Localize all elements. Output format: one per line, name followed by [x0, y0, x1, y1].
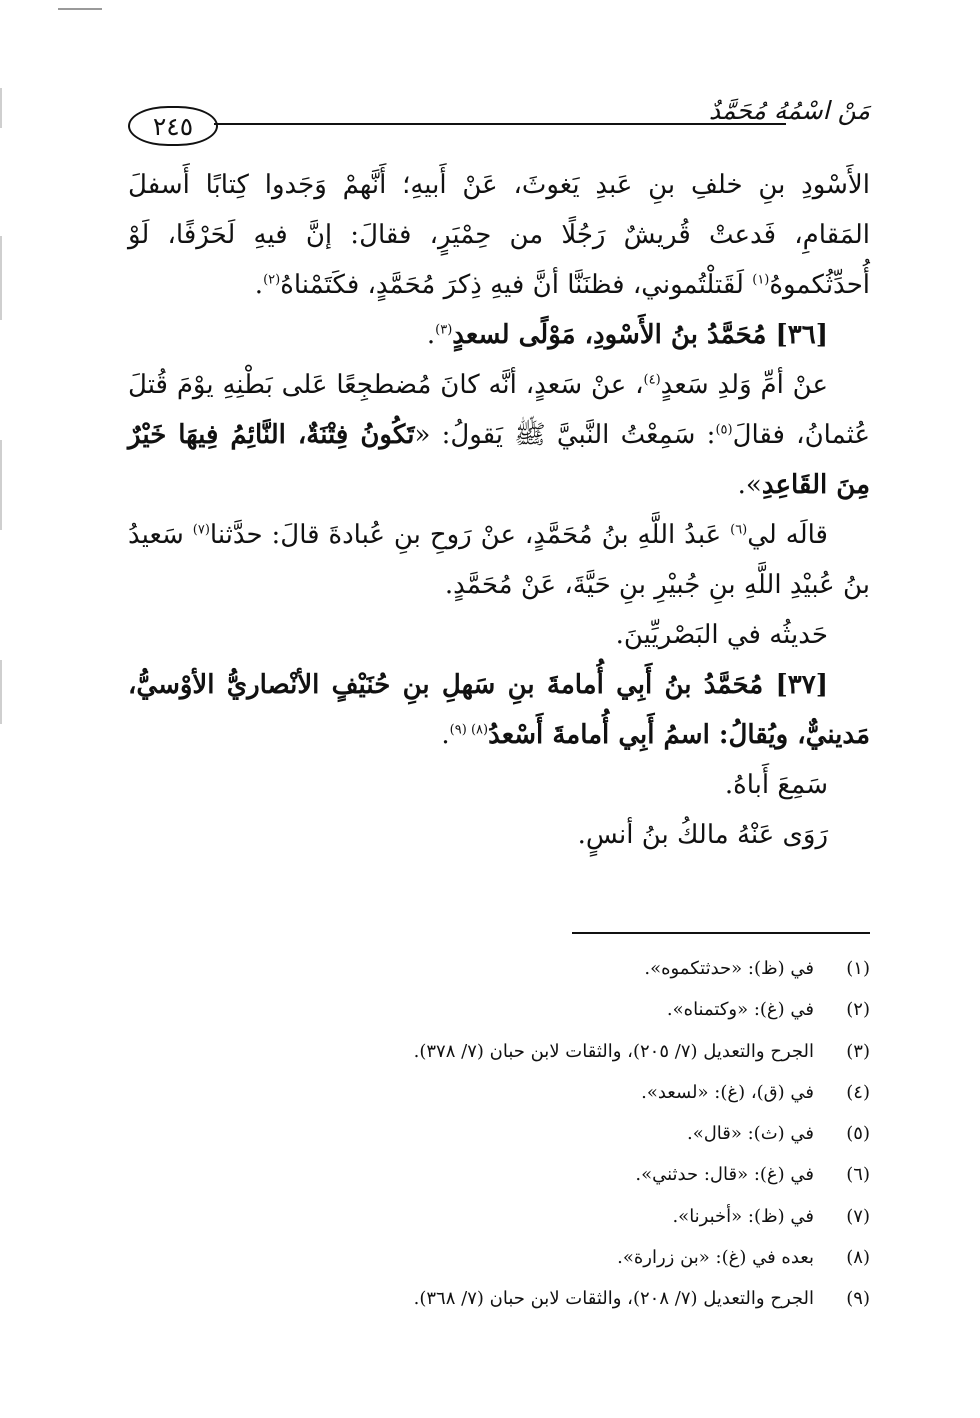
footnote-ref: (٢)	[263, 272, 281, 288]
footnote-ref: (٥)	[715, 422, 733, 438]
footnote: (٥) في (ث): «قال».	[686, 1123, 870, 1145]
scan-edge-mark	[0, 660, 2, 724]
scan-edge-mark	[0, 440, 2, 530]
entry-heading: [٣٦] مُحَمَّدُ بنُ الأَسْودِ، مَوْلًى لسعدٍ$^{(٣)}$.	[426, 320, 828, 350]
header-rule	[214, 123, 786, 125]
paragraph: عنْ أمِّ وَلدِ سَعدٍ$^{(٤)}$، عنْ سَعدٍ، أنَّه كانَ مُضطجِعًا عَلى بَطْنِهِ يوْمَ قُتلَ عُثمانُ، فقالَ$^{(٥)}$: سَمِعْتُ النَّبيَّ ﷺ يَقولُ: «تَكُونُ فِتْنَةٌ، النَّائِمُ فِيهَا خَيْرٌ مِنَ القَاعِدِ».	[128, 370, 870, 500]
page-number: ٢٤٥	[128, 106, 218, 146]
footnote: (٩) الجرح والتعديل (٧/ ٢٠٨)، والثقات لابن حبان (٧/ ٣٦٨).	[413, 1288, 870, 1310]
entry-heading: [٣٧] مُحَمَّدُ بنُ أَبِي أُمامةَ بنِ سَهلِ بنِ حُنَيْفٍ الأنْصاريُّ الأوْسيُّ، مَدينيٌّ، ويُقالُ: اسمُ أَبِي أُمامةَ أَسْعدُ$^{(٨) (٩)}$.	[128, 670, 870, 750]
scan-edge-mark	[0, 88, 2, 128]
paragraph: سَمِعَ أَباهُ.	[724, 770, 828, 800]
footnote-ref: (٨) (٩)	[449, 722, 489, 738]
footnote: (٤) في (ق)، (غ): «لسعد».	[641, 1081, 870, 1103]
footnote-ref: (٧)	[192, 522, 210, 538]
footnote: (١) في (ظ): «حدثتكموه».	[644, 958, 870, 979]
footnotes	[128, 948, 870, 1320]
footnote: (٣) الجرح والتعديل (٧/ ٢٠٥)، والثقات لابن حبان (٧/ ٣٧٨).	[413, 1040, 870, 1062]
footnote: (٦) في (غ): «قال: حدثني».	[635, 1164, 870, 1186]
paragraph: حَديثُه في البَصْريِّينَ.	[615, 620, 828, 650]
footnote: (٨) بعده في (غ): «بن زرارة».	[617, 1247, 870, 1269]
main-text	[128, 160, 870, 860]
scan-mark	[58, 8, 102, 10]
page-header	[128, 96, 870, 154]
running-title: مَنْ اسْمُهُ مُحَمَّدٌ	[708, 96, 870, 125]
footnote: (٢) في (غ): «وكتمناه».	[666, 999, 870, 1021]
footnote-ref: (٦)	[730, 522, 748, 538]
paragraph: قالَه لي$^{(٦)}$ عَبدُ اللَّهِ بنُ مُحَمَّدٍ، عنْ رَوحِ بنِ عُبادةَ قالَ: حدَّثنا$^{(٧)}$ سَعيدُ بنُ عُبيْدِ اللَّهِ بنِ جُبيْرِ بنِ حَيَّةَ، عَنْ مُحَمَّدٍ.	[128, 520, 870, 600]
footnote-rule	[572, 932, 870, 934]
scan-edge-mark	[0, 236, 2, 320]
footnote-ref: (٤)	[643, 372, 661, 388]
footnote-ref: (٣)	[435, 322, 453, 338]
paragraph: الأَسْودِ بنِ خلفِ بنِ عَبدِ يَغوثَ، عَنْ أَبيهِ؛ أَنَّهمْ وَجَدوا كِتابًا أَسفلَ المَقامِ، فَدعتْ قُريشٌ رَجُلًا من حِمْيَرٍ، فقالَ: إنَّ فيهِ لَحَرْفًا، لَوْ أُحدِّثُكموهُ$^{(١)}$ لَقَتلْتُموني، فظنَنَّا أنَّ فيهِ ذِكرَ مُحَمَّدٍ، فكَتَمْناهُ$^{(٢)}$.	[128, 170, 871, 300]
hadith-quote: تَكُونُ فِتْنَةٌ، النَّائِمُ فِيهَا خَيْرٌ مِنَ القَاعِدِ	[128, 420, 870, 500]
paragraph: رَوَى عَنْهُ مالكُ بنُ أنسٍ.	[577, 820, 828, 850]
footnote-ref: (١)	[752, 272, 770, 288]
footnote: (٧) في (ظ): «أخبرنا».	[672, 1205, 870, 1227]
